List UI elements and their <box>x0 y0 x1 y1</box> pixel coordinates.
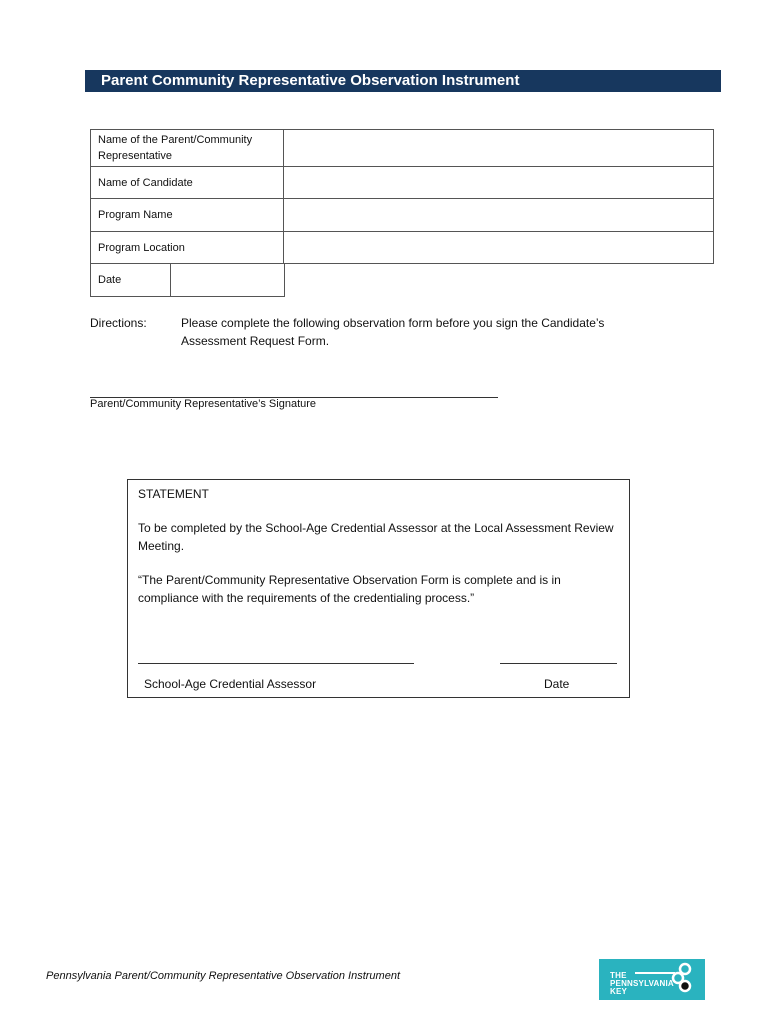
table-row <box>91 199 714 232</box>
name-candidate-label: Name of Candidate <box>91 167 284 199</box>
footer-text: Pennsylvania Parent/Community Representative Observation Instrument <box>46 970 401 982</box>
name-representative-label: Name of the Parent/Community Representative <box>91 130 284 167</box>
statement-instruction: To be completed by the School-Age Credential Assessor at the Local Assessment Review Meeting. <box>138 521 614 553</box>
page-title: Parent Community Representative Observation Instrument <box>85 70 721 92</box>
signature-caption: Parent/Community Representative’s Signature <box>90 398 317 410</box>
program-name-field[interactable] <box>284 199 714 232</box>
assessor-label: School-Age Credential Assessor <box>144 677 317 691</box>
program-location-field[interactable] <box>284 232 714 264</box>
logo-wordmark: THE PENNSYLVANIA KEY <box>610 971 674 996</box>
program-location-label: Program Location <box>91 232 284 264</box>
table-row <box>91 130 714 167</box>
directions-text: Please complete the following observation form before you sign the Candidate’s Assessment Request Form. <box>181 316 605 348</box>
table-row <box>91 232 714 264</box>
statement-quote: “The Parent/Community Representative Observation Form is complete and is in compliance with the requirements of the credentialing process.” <box>138 573 561 605</box>
assessor-date-label: Date <box>544 677 570 691</box>
statement-heading: STATEMENT <box>138 487 209 501</box>
assessor-signature-line[interactable] <box>138 663 414 664</box>
table-row <box>91 264 285 297</box>
program-name-label: Program Name <box>91 199 284 232</box>
pennsylvania-key-logo <box>599 959 705 1000</box>
date-table <box>90 263 285 297</box>
table-row <box>91 167 714 199</box>
date-field[interactable] <box>171 264 285 297</box>
name-candidate-field[interactable] <box>284 167 714 199</box>
directions-label: Directions: <box>90 316 147 330</box>
name-representative-field[interactable] <box>284 130 714 167</box>
statement-box <box>127 479 630 698</box>
date-label: Date <box>91 264 171 297</box>
info-table <box>90 129 714 264</box>
assessor-date-line[interactable] <box>500 663 617 664</box>
